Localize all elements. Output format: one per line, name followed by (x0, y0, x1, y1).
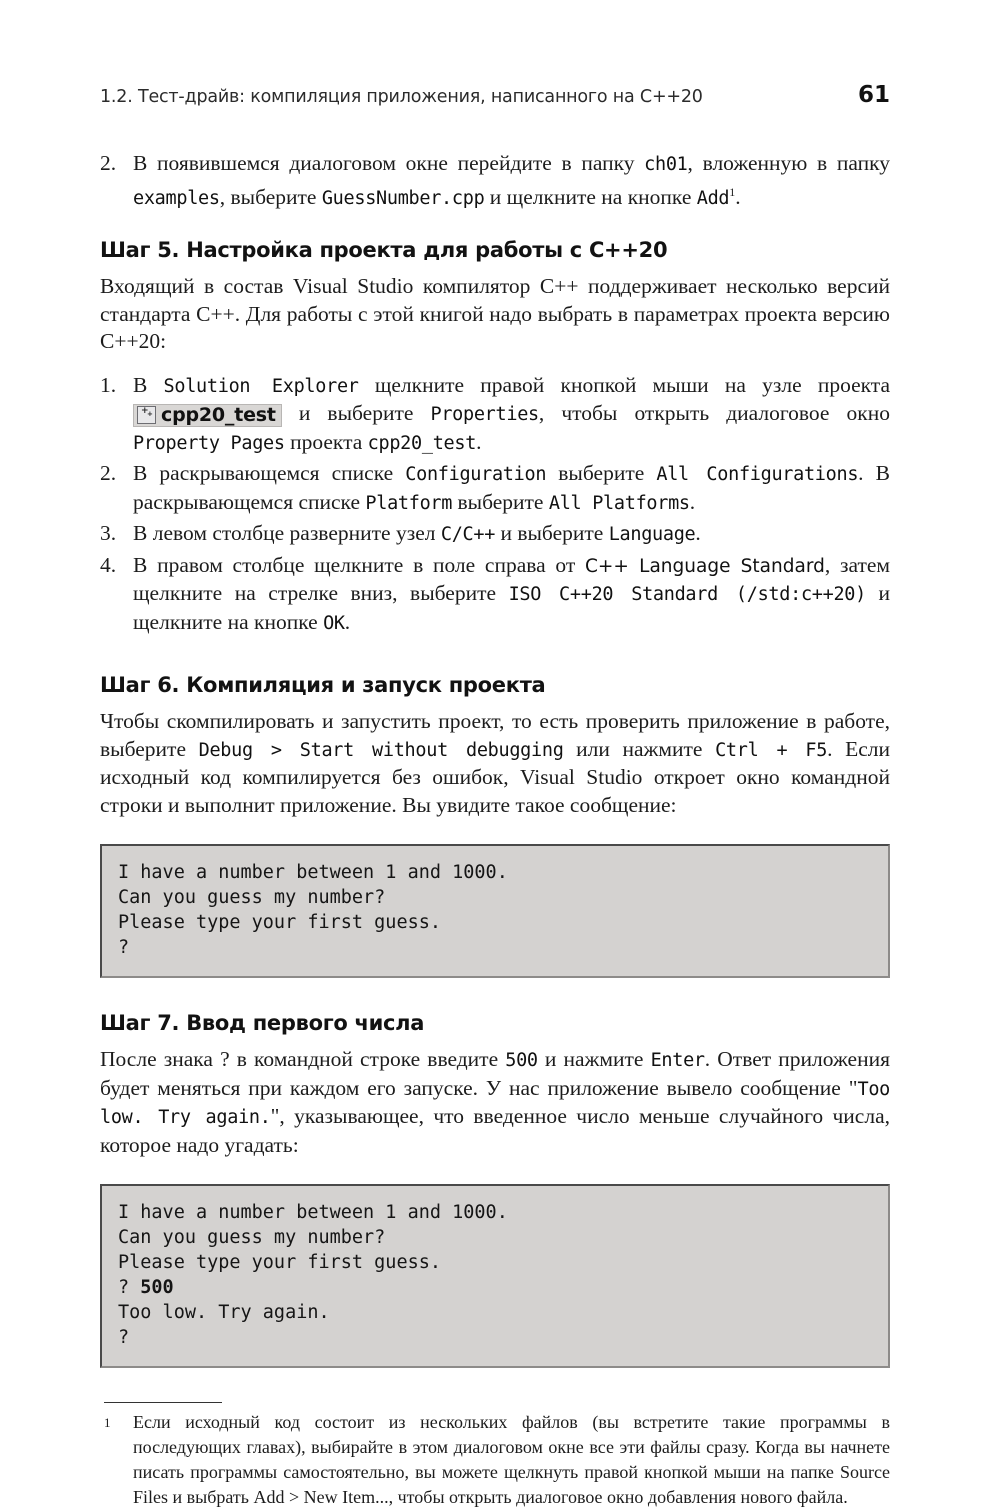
top-list-item-text: В появившемся диалоговом окне перейдите в папку ch01, вложенную в папку examples, выберите GuessNumber.cpp и щелкните на кнопке Add$^1$. (133, 151, 890, 209)
inline-code: ch01 (644, 154, 688, 175)
console-user-input: 500 (140, 1277, 174, 1299)
inline-code: GuessNumber.cpp (321, 187, 485, 209)
inline-code: Property Pages (133, 432, 285, 454)
step6-heading: Шаг 6. Компиляция и запуск проекта (100, 673, 546, 698)
project-node-label: cpp20_test (161, 403, 276, 426)
console-line: ? (118, 1327, 130, 1349)
step5-numbered-list (100, 372, 890, 638)
inline-code: examples (133, 187, 220, 209)
inline-code: cpp20_test (367, 432, 477, 454)
step5-list-item (100, 552, 890, 638)
inline-code: Too low. Try again. (100, 1078, 890, 1129)
page-content (100, 150, 890, 1510)
solution-explorer-node-chip (133, 404, 282, 427)
step5-list-item-text: В левом столбце разверните узел C/C++ и выберите Language. (133, 521, 701, 546)
console-line: Too low. Try again. (118, 1302, 330, 1324)
step5-list-item-number: 3. (100, 521, 117, 546)
step5-list-item-text: В правом столбце щелкните в поле справа от C++ Language Standard, затем щелкните на стрелке вниз, выберите ISO C++20 Standard (/std:c++20) и щелкните на кнопке OK. (133, 552, 890, 634)
step7-heading: Шаг 7. Ввод первого числа (100, 1011, 425, 1036)
inline-code: Solution Explorer (163, 375, 359, 397)
inline-code: Language (608, 524, 696, 546)
console-output-first (100, 844, 890, 978)
inline-code: Add (696, 187, 730, 209)
console-output-second (100, 1184, 890, 1368)
inline-code: All Platforms (548, 492, 690, 514)
inline-ui-label: C++ Language Standard (585, 555, 825, 577)
footnote-block (100, 1402, 890, 1510)
inline-code: Properties (430, 404, 539, 426)
inline-code: C/C++ (440, 524, 496, 546)
footnote-text: Если исходный код состоит из нескольких файлов (вы встретите такие программы в последующих главах), выбирайте в этом диалоговом окне все эти файлы сразу. Когда вы начнете писать программы самостоятельно, вы можете щелкнуть правой кнопкой мыши на папке Source Files и выбрать Add > New Item..., чтобы открыть диалоговое окно добавления нового файла. (133, 1412, 890, 1508)
footnote-marker: 1 (104, 1415, 111, 1431)
inline-code: Configuration (405, 464, 547, 486)
step5-list-item (100, 520, 890, 549)
step6-paragraph: Чтобы скомпилировать и запустить проект, то есть проверить приложение в работе, выберите Debug > Start without debugging или нажмите Ctrl + F5. Если исходный код компилируется без ошибок, Visual Studio откроет окно командной строки и выполнит приложение. Вы увидите такое сообщение: (100, 709, 890, 817)
step5-intro: Входящий в состав Visual Studio компилятор C++ поддерживает несколько версий стандарта C++. Для работы с этой книгой надо выбрать в параметрах проекта версию C++20: (100, 274, 890, 354)
console-line: Please type your first guess. (118, 1252, 442, 1274)
inline-code: Ctrl + F5 (715, 739, 828, 761)
inline-code: Platform (365, 492, 453, 514)
running-head-title: 1.2. Тест-драйв: компиляция приложения, написанного на C++20 (100, 87, 703, 107)
step5-list-item-number: 4. (100, 552, 117, 577)
console-line: I have a number between 1 and 1000. (118, 862, 508, 884)
inline-code: All Configurations (656, 464, 859, 486)
step5-list-item-number: 1. (100, 372, 117, 397)
footnote-reference[interactable]: 1 (729, 184, 736, 199)
step5-list-item-text: В Solution Explorer щелкните правой кнопкой мыши на узле проекта + + cpp20_test и выберите Properties, чтобы открыть диалоговое окно Property Pages проекта cpp20_test. (133, 372, 890, 458)
console-line: ? (118, 937, 130, 959)
console-line: Please type your first guess. (118, 912, 442, 934)
console-line: ? 500 (118, 1277, 174, 1299)
console-line: I have a number between 1 and 1000. (118, 1202, 508, 1224)
step5-list-item-number: 2. (100, 461, 117, 486)
page-number: 61 (857, 82, 890, 108)
footnote (100, 1410, 890, 1510)
inline-code: ISO C++20 Standard (/std:c++20) (508, 584, 866, 606)
top-list-item (100, 150, 890, 212)
top-numbered-list (100, 150, 890, 212)
footnote-separator (104, 1402, 222, 1403)
top-list-item-number: 2. (100, 151, 117, 175)
console-line: Can you guess my number? (118, 887, 386, 909)
step7-paragraph: После знака ? в командной строке введите 500 и нажмите Enter. Ответ приложения будет меняться при каждом его запуске. У нас приложение вывело сообщение "Too low. Try again.", указывающее, что введенное число меньше случайного числа, которое надо угадать: (100, 1047, 890, 1157)
step5-list-item-text: В раскрывающемся списке Configuration выберите All Configurations. В раскрывающемся списке Platform выберите All Platforms. (133, 461, 890, 514)
step5-list-item (100, 372, 890, 458)
console-line: Can you guess my number? (118, 1227, 386, 1249)
inline-code: Enter (650, 1050, 705, 1072)
step5-list-item (100, 460, 890, 517)
inline-code: 500 (505, 1050, 538, 1072)
step5-heading: Шаг 5. Настройка проекта для работы с C++20 (100, 238, 668, 263)
running-head (100, 82, 890, 108)
inline-code: OK (323, 612, 345, 634)
inline-code: Debug > Start without debugging (198, 739, 564, 761)
cpp-project-icon (137, 406, 156, 424)
